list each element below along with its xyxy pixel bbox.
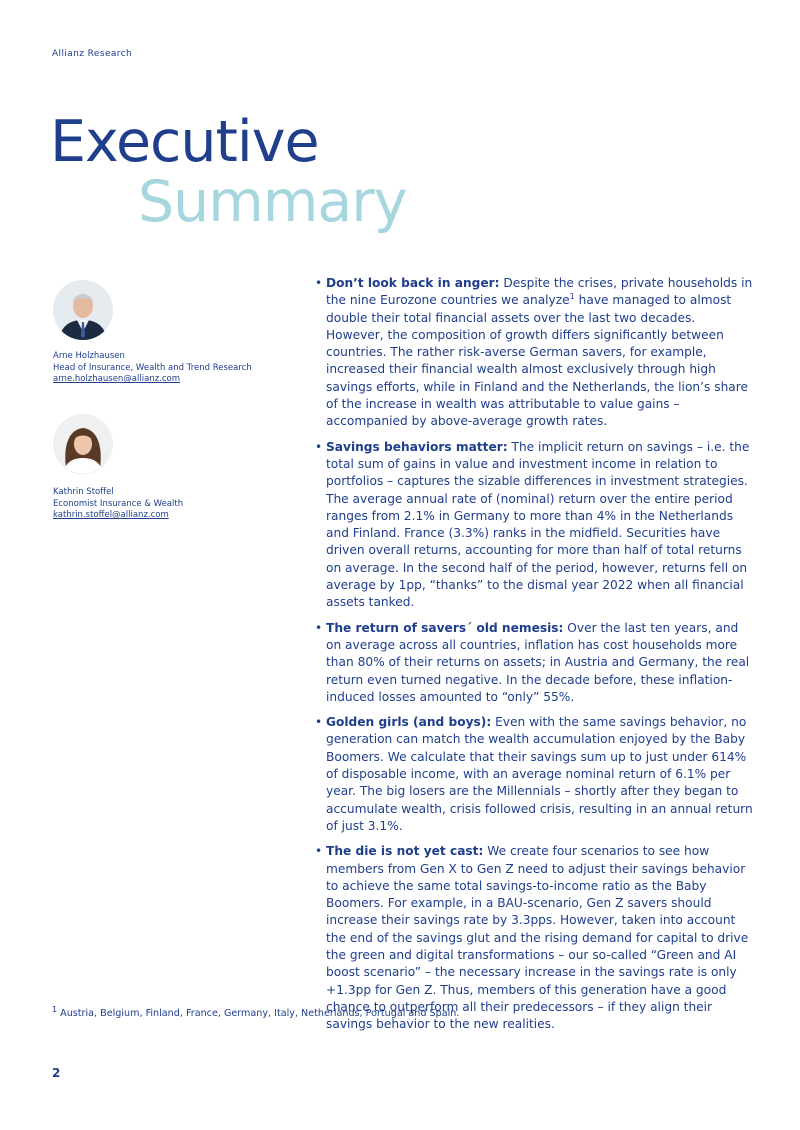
bullet-heading: Savings behaviors matter: [326,439,508,454]
bullet-heading: Don’t look back in anger: [326,276,500,290]
author-email-link[interactable]: arne.holzhausen@allianz.com [53,374,181,384]
author-photo-holzhausen [53,280,113,340]
summary-bullet [313,275,753,431]
summary-bullet [313,843,753,1033]
author-name: Arne Holzhausen [53,351,125,361]
page-number: 2 [52,1066,61,1080]
person-photo-icon [53,280,113,340]
author-role: Head of Insurance, Wealth and Trend Research [53,362,252,373]
footnote [52,1004,460,1019]
summary-bullet [313,439,753,612]
summary-bullet [313,620,753,706]
author-info-stoffel [53,487,183,522]
person-photo-icon [53,414,113,474]
header-label: Allianz Research [52,49,133,59]
bullet-dot: • [315,844,323,859]
bullet-dot: • [315,715,323,730]
summary-bullet-list [313,275,753,1041]
author-photo-stoffel [53,414,113,474]
footnote-marker: 1 [52,1004,58,1014]
bullet-text: The implicit return on savings – i.e. the total sum of gains in value and investment income in relation to portfolios – captures the sizable differences in investment strategies. The average annual rate of (nominal) return over the entire period ranges from 2.1% in Germany to more than 4% in the Netherlands and Finland. France (3.3%) ranks in the midfield. Securities have driven overall returns, accounting for more than half of total returns on average. In the second half of the period, however, returns fell on average by 1pp, “thanks” to the dismal year 2022 when all financial assets tanked. [326,439,750,610]
bullet-text-cont: have managed to almost double their total financial assets over the last two decades. However, the composition of growth differs significantly between countries. The rather risk-averse German savers, for example, increased their financial wealth almost exclusively through high savings efforts, while in Finland and the Netherlands, the lion’s share of the increase in wealth was attributable to value gains – accompanied by above-average growth rates. [326,293,749,429]
bullet-text: Even with the same savings behavior, no generation can match the wealth accumulation enjoyed by the Baby Boomers. We calculate that their savings sum up to just under 614% of disposable income, with an average nominal return of 6.1% per year. The big losers are the Millennials – shortly after they began to accumulate wealth, crisis followed crisis, resulting in an annual return of just 3.1%. [326,715,753,833]
footnote-ref: 1 [569,292,575,302]
bullet-heading: Golden girls (and boys): [326,715,492,730]
bullet-text: Despite the crises, private households in the nine Eurozone countries we analyze [326,276,753,308]
author-name: Kathrin Stoffel [53,487,114,497]
bullet-text: Over the last ten years, and on average across all countries, inflation has cost households more than 80% of their returns on assets; in Austria and Germany, the real return even turned negative. In the decade before, these inflation-induced losses amounted to “only” 55%. [326,620,750,704]
author-email-link[interactable]: kathrin.stoffel@allianz.com [53,510,169,520]
bullet-dot: • [315,439,323,454]
bullet-text: We create four scenarios to see how members from Gen X to Gen Z need to adjust their savings behavior to achieve the same total savings-to-income ratio as the Baby Boomers. For example, in a BAU-scenario, Gen Z savers should increase their savings rate by 3.3pps. However, taken into account the end of the savings glut and the rising demand for capital to drive the green and digital transformations – our so-called “Green and AI boost scenario” – the necessary increase in the savings rate is only +1.3pp for Gen Z. Thus, members of this generation have a good chance to outperform all their predecessors – if they align their savings behavior to the new realities. [326,844,749,1032]
footnote-text: Austria, Belgium, Finland, France, Germany, Italy, Netherlands, Portugal and Spain. [57,1008,460,1019]
author-info-holzhausen [53,351,252,386]
summary-bullet [313,714,753,835]
bullet-heading: The die is not yet cast: [326,844,484,859]
bullet-heading: The return of savers´ old nemesis: [326,620,564,635]
page-title-line2: Summary [138,169,407,235]
bullet-dot: • [315,620,323,635]
bullet-dot: • [315,276,323,290]
page-title-line1: Executive [50,109,319,175]
author-role: Economist Insurance & Wealth [53,498,184,509]
